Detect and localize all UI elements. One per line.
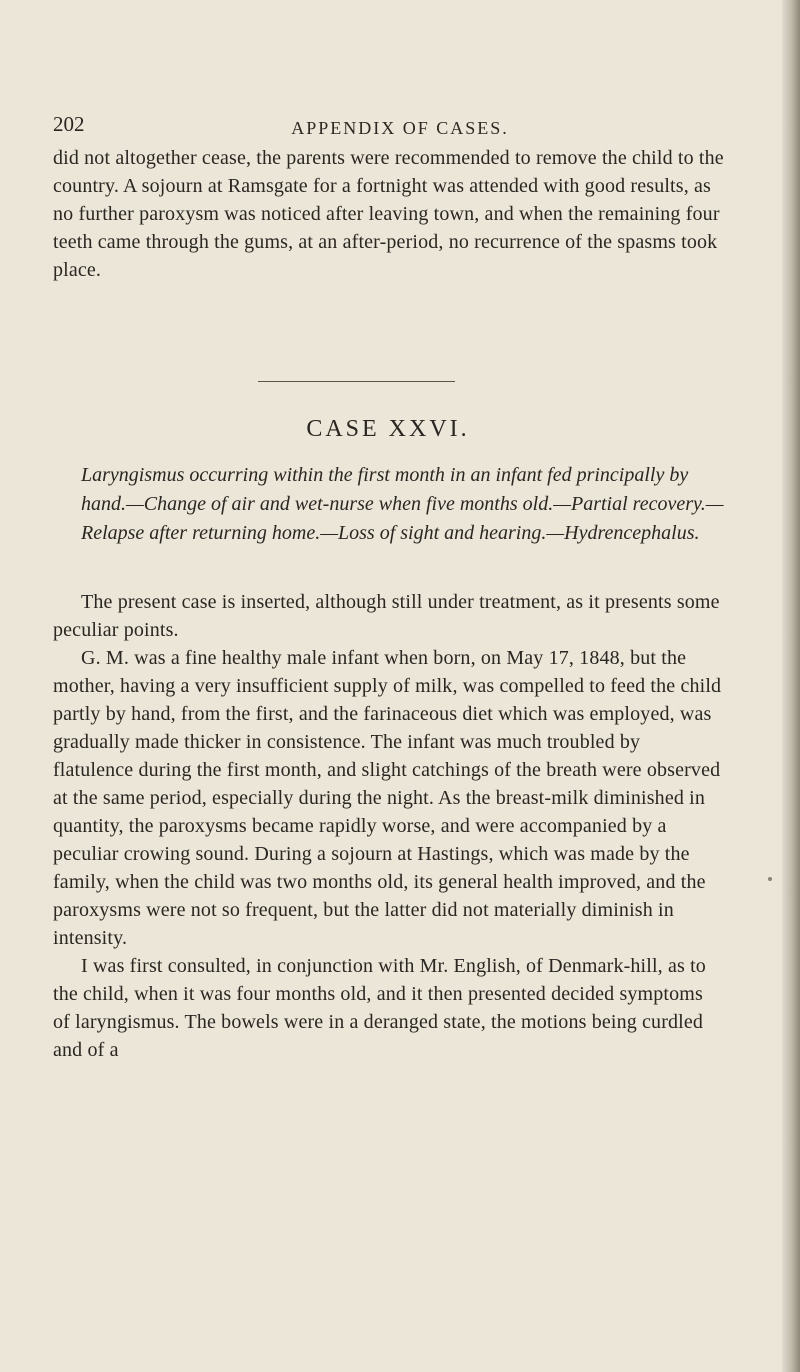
- case-summary: [53, 461, 725, 548]
- page-mark: [768, 877, 772, 881]
- continuation-paragraph: [53, 144, 725, 284]
- paragraph: G. M. was a fine healthy male infant when born, on May 17, 1848, but the mother, having a very insufficient supply of milk, was compelled to feed the child partly by hand, from the first, and the farinaceous diet which was employed, was gradually made thicker in consistence. The infant was much troubled by flatulence during the first month, and slight catchings of the breath were observed at the same period, especially during the night. As the breast-milk diminished in quantity, the paroxysms became rapidly worse, and were accompanied by a peculiar crowing sound. During a sojourn at Hastings, which was made by the family, when the child was two months old, its general health improved, and the paroxysms were not so frequent, but the latter did not materially diminish in intensity.: [53, 647, 722, 949]
- case-summary-text: Laryngismus occurring within the first month in an infant fed principally by hand.—Change of air and wet-nurse when five months old.—Partial recovery.—Relapse after returning home.—Loss of sight and hearing.—Hydrencephalus.: [81, 464, 724, 544]
- case-body: [53, 588, 725, 1064]
- section-divider: [258, 381, 455, 382]
- running-head: APPENDIX OF CASES.: [291, 118, 509, 138]
- case-heading: CASE XXVI.: [306, 416, 470, 442]
- page-number: 202: [53, 112, 85, 136]
- page-edge-shadow: [782, 0, 800, 1372]
- continuation-text: did not altogether cease, the parents were recommended to remove the child to the country. A sojourn at Ramsgate for a fortnight was attended with good results, as no further paroxysm was noticed after leaving town, and when the remaining four teeth came through the gums, at an after-period, no recurrence of the spasms took place.: [53, 147, 724, 281]
- paragraph: I was first consulted, in conjunction with Mr. English, of Denmark-hill, as to the child, when it was four months old, and it then presented decided symptoms of laryngismus. The bowels were in a deranged state, the motions being curdled and of a: [53, 955, 706, 1061]
- paragraph: The present case is inserted, although still under treatment, as it presents some peculiar points.: [53, 591, 720, 641]
